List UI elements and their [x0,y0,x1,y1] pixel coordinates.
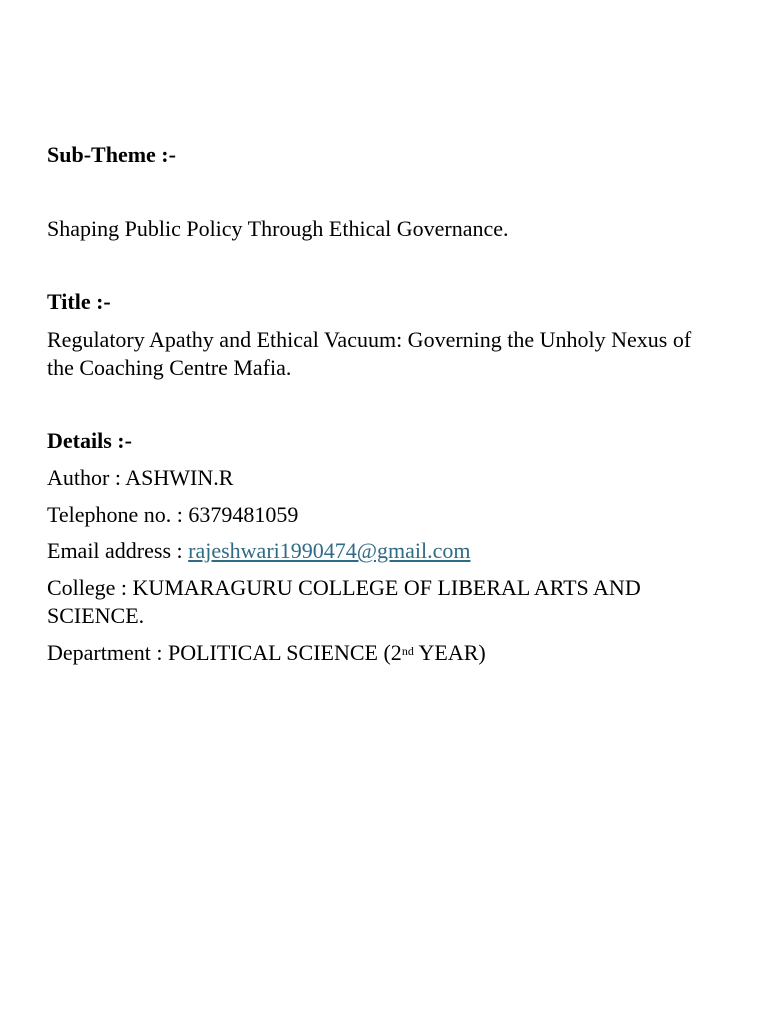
email-line [47,537,471,565]
department-line [47,639,486,667]
subtheme-heading: Sub-Theme :- [47,142,176,167]
telephone-label: Telephone no. : [47,502,189,527]
subtheme-text: Shaping Public Policy Through Ethical Governance. [47,216,509,241]
department-superscript: nd [401,644,414,658]
college-label: College : [47,575,133,600]
author-value: ASHWIN.R [125,465,234,490]
author-label: Author : [47,465,126,490]
email-link[interactable]: rajeshwari1990474@gmail.com [188,538,471,563]
telephone-value: 6379481059 [188,502,299,527]
title-heading: Title :- [47,289,111,314]
telephone-line [47,501,298,529]
department-value-prefix: POLITICAL SCIENCE (2 [167,640,402,665]
email-label: Email address : [47,538,189,563]
author-line [47,464,233,492]
department-label: Department : [47,640,168,665]
college-value: KUMARAGURU COLLEGE OF LIBERAL ARTS AND SCIENCE. [47,575,641,628]
title-text: Regulatory Apathy and Ethical Vacuum: Governing the Unholy Nexus of the Coaching Centre Mafia. [47,327,692,380]
details-heading: Details :- [47,428,132,453]
department-value-suffix: YEAR) [413,640,486,665]
college-line [47,574,717,630]
